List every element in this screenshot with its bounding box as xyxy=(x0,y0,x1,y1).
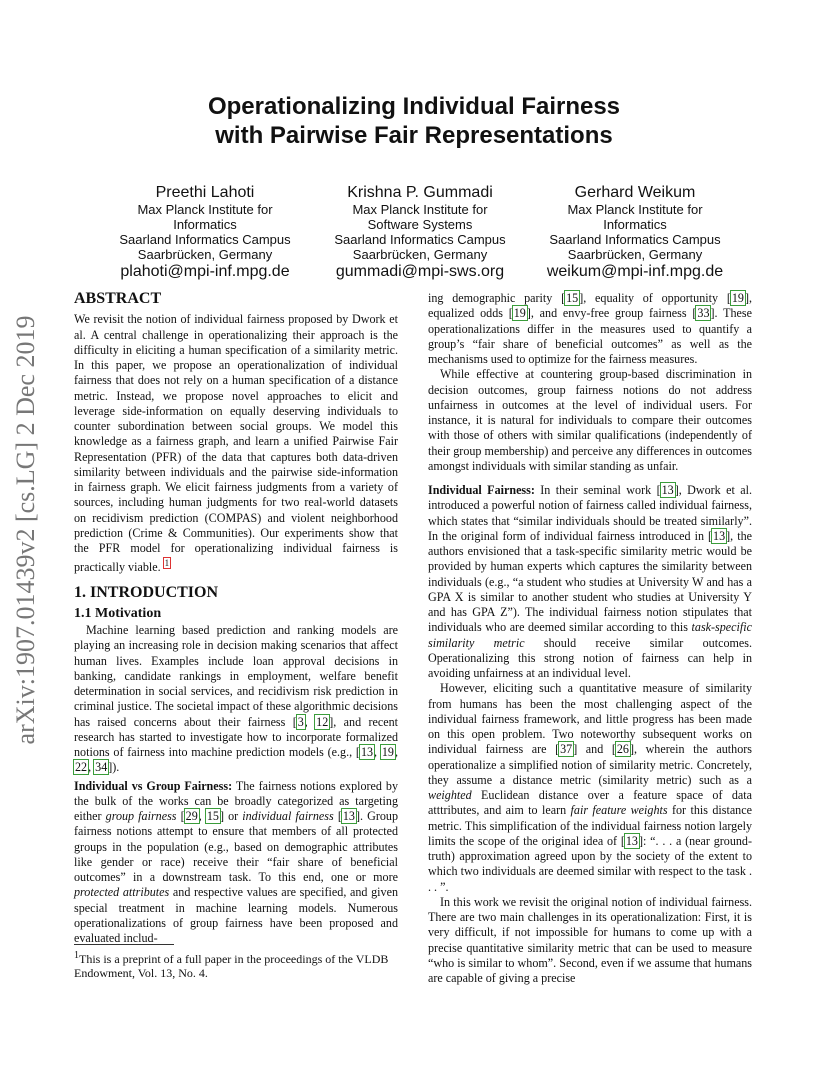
citation-link[interactable]: 15 xyxy=(206,809,219,824)
introduction-heading: 1. INTRODUCTION xyxy=(74,583,219,601)
footnote xyxy=(74,944,398,980)
right-column xyxy=(428,291,752,986)
citation-link[interactable]: 3 xyxy=(297,714,304,729)
citation-link[interactable]: 13 xyxy=(713,528,726,543)
abstract-text xyxy=(74,312,398,575)
author-affiliation: Max Planck Institute for xyxy=(567,202,703,217)
runin-heading: Individual Fairness: xyxy=(428,483,535,497)
author-location: Saarbrücken, Germany xyxy=(567,247,703,262)
citation-link[interactable]: 13 xyxy=(360,745,374,760)
citation-link[interactable]: 19 xyxy=(381,745,394,760)
author-affiliation: Informatics xyxy=(173,217,237,232)
footnote-text: This is a preprint of a full paper in the proceedings of the VLDB Endowment, Vol. 13, No. 4. xyxy=(74,952,389,980)
citation-link[interactable]: 13 xyxy=(625,833,638,848)
abstract-body: We revisit the notion of individual fairness proposed by Dwork et al. A central challenge in operationalizing their approach is the difficulty in eliciting a human specification of a similarity metric. In this paper, we propose an operationalization of individual fairness that does not rely on a human specification of a distance metric. Instead, we propose novel approaches to elicit and leverage side-information on equally deserving individuals to counter subordination between social groups. We model this knowledge as a fairness graph, and learn a unified Pairwise Fair Representation (PFR) of the data that captures both data-driven similarity between individuals and the pairwise side-information in fairness graph. We elicit fairness judgments from a variety of sources, including human judgments for two real-world datasets on recidivism prediction (COMPAS) and violent neighborhood prediction (Crime & Communities). Our experiments show that the PFR model for operationalizing individual fairness is practically viable. xyxy=(74,312,398,575)
footnote-marker: 1 xyxy=(74,950,79,961)
abstract-heading: ABSTRACT xyxy=(74,290,162,307)
individual-vs-group-paragraph: Individual vs Group Fairness: The fairness notions explored by the bulk of the works can be broadly categorized as targeting either group fairness [29, 15] or individual fairness [13]. Group fairness notions attempt to ensure that members of all protected groups in the population (e.g., based on demographic attributes like gender or race) receive their “fair share of beneficial outcomes” in a downstream task. To this end, one or more protected attributes and respective values are specified, and given special treatment in machine learning models. Numerous operationalizations of group fairness have been proposed and evaluated includ- xyxy=(74,778,399,946)
author-name: Preethi Lahoti xyxy=(155,184,255,201)
footnote-link[interactable]: 1 xyxy=(164,558,170,569)
title-line-1: Operationalizing Individual Fairness xyxy=(207,93,621,120)
similarity-metric-paragraph: However, eliciting such a quantitative measure of similarity from humans has been the most challenging aspect of the individual fairness framework, and little progress has been made on this open problem. Two noteworthy subsequent works on individual fairness are [37] and [26], wherein the authors operationalize a simplified notion of similarity metric. Concretely, they assume a distance metric (similarity metric) such as a weighted Euclidean distance over a feature space of data atttributes, and aim to learn fair feature weights for this distance metric. This simplification of the individual fairness notion largely limits the scope of the original idea of [13]: “. . . a (near ground-truth) approximation agreed upon by the society of the extent to which two individuals are deemed similar with respect to the task . . . ”. xyxy=(428,681,753,894)
motivation-paragraph: Machine learning based prediction and ranking models are playing an increasing role in decision making scenarios that affect human lives. Examples include loan approval decisions in banking, candidate rankings in employment, welfare benefit determination in social services, and recidivism risk prediction in criminal justice. The societal impact of these algorithmic decisions has raised concerns about their fairness [3, 12], and recent research has started to investigate how to incorporate formalized notions of fairness into machine prediction models (e.g., [13, 19, 22, 34]). xyxy=(74,623,398,775)
author-1 xyxy=(100,184,310,281)
citation-link[interactable]: 15 xyxy=(566,291,579,305)
runin-heading: Individual vs Group Fairness: xyxy=(74,778,233,793)
title-line-2: with Pairwise Fair Representations xyxy=(215,122,613,149)
author-2 xyxy=(315,184,525,281)
paper-title xyxy=(0,92,828,150)
author-name: Krishna P. Gummadi xyxy=(347,184,493,201)
author-affiliation: Saarland Informatics Campus xyxy=(549,232,721,247)
footnote-rule xyxy=(74,944,174,945)
citation-link[interactable]: 29 xyxy=(185,809,198,824)
author-email: plahoti@mpi-inf.mpg.de xyxy=(120,263,290,280)
citation-link[interactable]: 19 xyxy=(731,291,744,305)
author-name: Gerhard Weikum xyxy=(574,184,696,201)
author-email: weikum@mpi-inf.mpg.de xyxy=(546,263,724,280)
author-affiliation: Max Planck Institute for xyxy=(137,202,273,217)
author-email: gummadi@mpi-sws.org xyxy=(335,263,505,280)
citation-link[interactable]: 33 xyxy=(697,306,710,321)
author-location: Saarbrücken, Germany xyxy=(137,247,273,262)
author-affiliation: Software Systems xyxy=(367,217,473,232)
author-block xyxy=(100,184,740,281)
citation-link[interactable]: 22 xyxy=(75,760,88,775)
left-column xyxy=(74,291,398,946)
citation-link[interactable]: 19 xyxy=(513,306,526,321)
citation-link[interactable]: 37 xyxy=(560,742,573,757)
author-location: Saarbrücken, Germany xyxy=(352,247,488,262)
motivation-heading: 1.1 Motivation xyxy=(74,605,162,621)
author-3 xyxy=(530,184,740,281)
challenges-paragraph: In this work we revisit the original notion of individual fairness. There are two main challenges in its operationalization: First, it is very difficult, if not impossible for humans to come up with a precise quantitative similarity metric that can be used to measure “who is similar to whom”. Second, even if we assume that humans are capable of giving a precise xyxy=(428,894,752,985)
author-affiliation: Saarland Informatics Campus xyxy=(334,232,506,247)
author-affiliation: Saarland Informatics Campus xyxy=(119,232,291,247)
individual-fairness-paragraph: Individual Fairness: In their seminal work [13], Dwork et al. introduced a powerful notion of fairness called individual fairness, which states that “similar individuals should be treated similarly”. In the original form of individual fairness introduced in [13], the authors envisioned that a task-specific similarity metric would be provided by human experts which captures the similarity between individuals (e.g., “a student who studies at University W and has a GPA X is similar to another student who studies at University Y and has GPA Z”). The individual fairness notion stipulates that individuals who are deemed similar according to this task-specific similarity metric should receive similar outcomes. Operationalizing this strong notion of fairness can help in avoiding unfairness at an individual level. xyxy=(428,483,753,680)
author-affiliation: Max Planck Institute for xyxy=(352,202,488,217)
citation-link[interactable]: 12 xyxy=(316,714,329,729)
group-fairness-continuation: ing demographic parity [15], equality of opportunity [19], equalized odds [19], and envy-free group fairness [33]. These operationalizations differ in the measures used to quantify a group’s “fair share of beneficial outcomes” as well as the mechanisms used to optimize for the fairness measures. xyxy=(428,291,752,366)
arxiv-stamp: arXiv:1907.01439v2 [cs.LG] 2 Dec 2019 xyxy=(11,315,40,745)
citation-link[interactable]: 26 xyxy=(616,742,629,757)
author-affiliation: Informatics xyxy=(603,217,667,232)
citation-link[interactable]: 13 xyxy=(661,483,674,497)
group-fairness-limitation-paragraph: While effective at countering group-based discrimination in decision outcomes, group fairness notions do not address unfairness in outcomes at the level of individual users. For instance, it is natural for individuals to compare their outcomes with those of others with similar qualifications (independently of their group membership) and perceive any differences in outcomes amongst individuals with similar standing as unfair. xyxy=(428,367,752,473)
citation-link[interactable]: 13 xyxy=(342,809,355,824)
citation-link[interactable]: 34 xyxy=(95,760,108,775)
